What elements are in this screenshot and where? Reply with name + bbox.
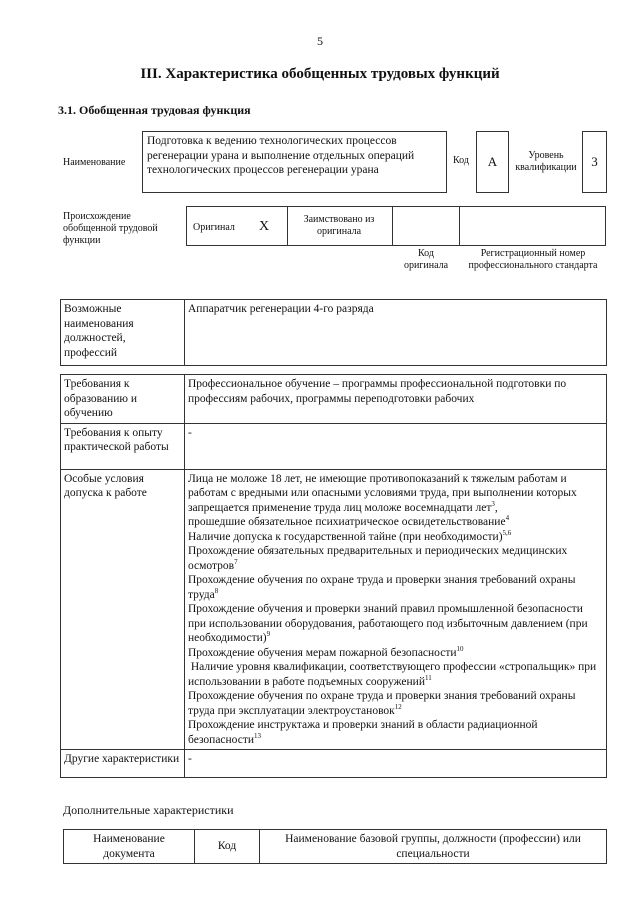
code-label: Код	[453, 155, 469, 166]
special-conditions-list	[185, 469, 607, 750]
list-item: Прохождение обучения по охране труда и проверки знания требований охраны труда$^8$	[188, 574, 576, 601]
original-label: Оригинал	[193, 222, 235, 233]
list-item: Прохождение инструктажа и проверки знаний в области радиационной безопасности$^{13}$	[188, 719, 538, 746]
column-header-document: Наименование документа	[64, 830, 195, 864]
origin-table	[186, 206, 606, 246]
list-item: Прохождение обучения по охране труда и проверки знания требований охраны труда при эксплуатации электроустановок$^{12}$	[188, 690, 576, 717]
positions-label: Возможные наименования должностей, профессий	[61, 300, 185, 366]
list-item: Лица не моложе 18 лет, не имеющие противопоказаний к тяжелым работам и работам с вредными или опасными условиями труда, при выполнении которых запрещается применение труда лиц моложе восемнадцати лет$^3$,	[188, 472, 577, 514]
additional-table	[63, 829, 607, 864]
level-value: 3	[582, 131, 607, 193]
special-conditions-label: Особые условия допуска к работе	[61, 469, 185, 750]
list-item: Прохождение обучения мерам пожарной безопасности$^{10}$	[188, 644, 464, 659]
list-item: Прохождение обязательных предварительных и периодических медицинских осмотров$^7$	[188, 545, 568, 572]
divider	[287, 207, 288, 245]
experience-value: -	[185, 423, 607, 469]
reg-number-caption: Регистрационный номер профессионального стандарта	[468, 248, 598, 271]
divider	[459, 207, 460, 245]
column-header-group: Наименование базовой группы, должности (профессии) или специальности	[260, 830, 607, 864]
section-title: III. Характеристика обобщенных трудовых функций	[140, 66, 500, 82]
list-item: Наличие уровня квалификации, соответствующего профессии «стропальщик» при использовании в работе подъемных сооружений$^{11}$	[188, 661, 597, 688]
level-label: Уровень квалификации	[515, 150, 577, 173]
divider	[392, 207, 393, 245]
column-header-code: Код	[195, 830, 260, 864]
other-characteristics-label: Другие характеристики	[61, 750, 185, 778]
education-label: Требования к образованию и обучению	[61, 375, 185, 424]
origin-label: Происхождение обобщенной трудовой функции	[63, 211, 158, 246]
code-value: А	[476, 131, 509, 193]
positions-table	[60, 299, 607, 366]
list-item: Наличие допуска к государственной тайне (при необходимости)$^{5,6}$	[188, 528, 512, 543]
experience-label: Требования к опыту практической работы	[61, 423, 185, 469]
other-characteristics-value: -	[185, 750, 607, 778]
page-number: 5	[317, 34, 323, 48]
subsection-title: 3.1. Обобщенная трудовая функция	[58, 103, 251, 117]
code-original-caption: Код оригинала	[403, 248, 449, 271]
list-item: Прохождение обучения и проверки знаний правил промышленной безопасности при использовании оборудования, работающего под избыточным давлением (при необходимости)$^9$	[188, 603, 588, 644]
name-label: Наименование	[63, 157, 126, 168]
additional-title: Дополнительные характеристики	[63, 803, 234, 817]
original-mark: X	[259, 219, 270, 234]
positions-value: Аппаратчик регенерации 4-го разряда	[185, 300, 607, 366]
name-value: Подготовка к ведению технологических процессов регенерации урана и выполнение отдельных операций технологических процессов регенерации урана	[142, 131, 447, 193]
requirements-table	[60, 374, 607, 778]
education-value: Профессиональное обучение – программы профессиональной подготовки по профессиям рабочих, программы переподготовки рабочих	[185, 375, 607, 424]
list-item: прошедшие обязательное психиатрическое освидетельствование$^4$	[188, 514, 510, 528]
borrowed-label: Заимствовано из оригинала	[303, 214, 375, 237]
